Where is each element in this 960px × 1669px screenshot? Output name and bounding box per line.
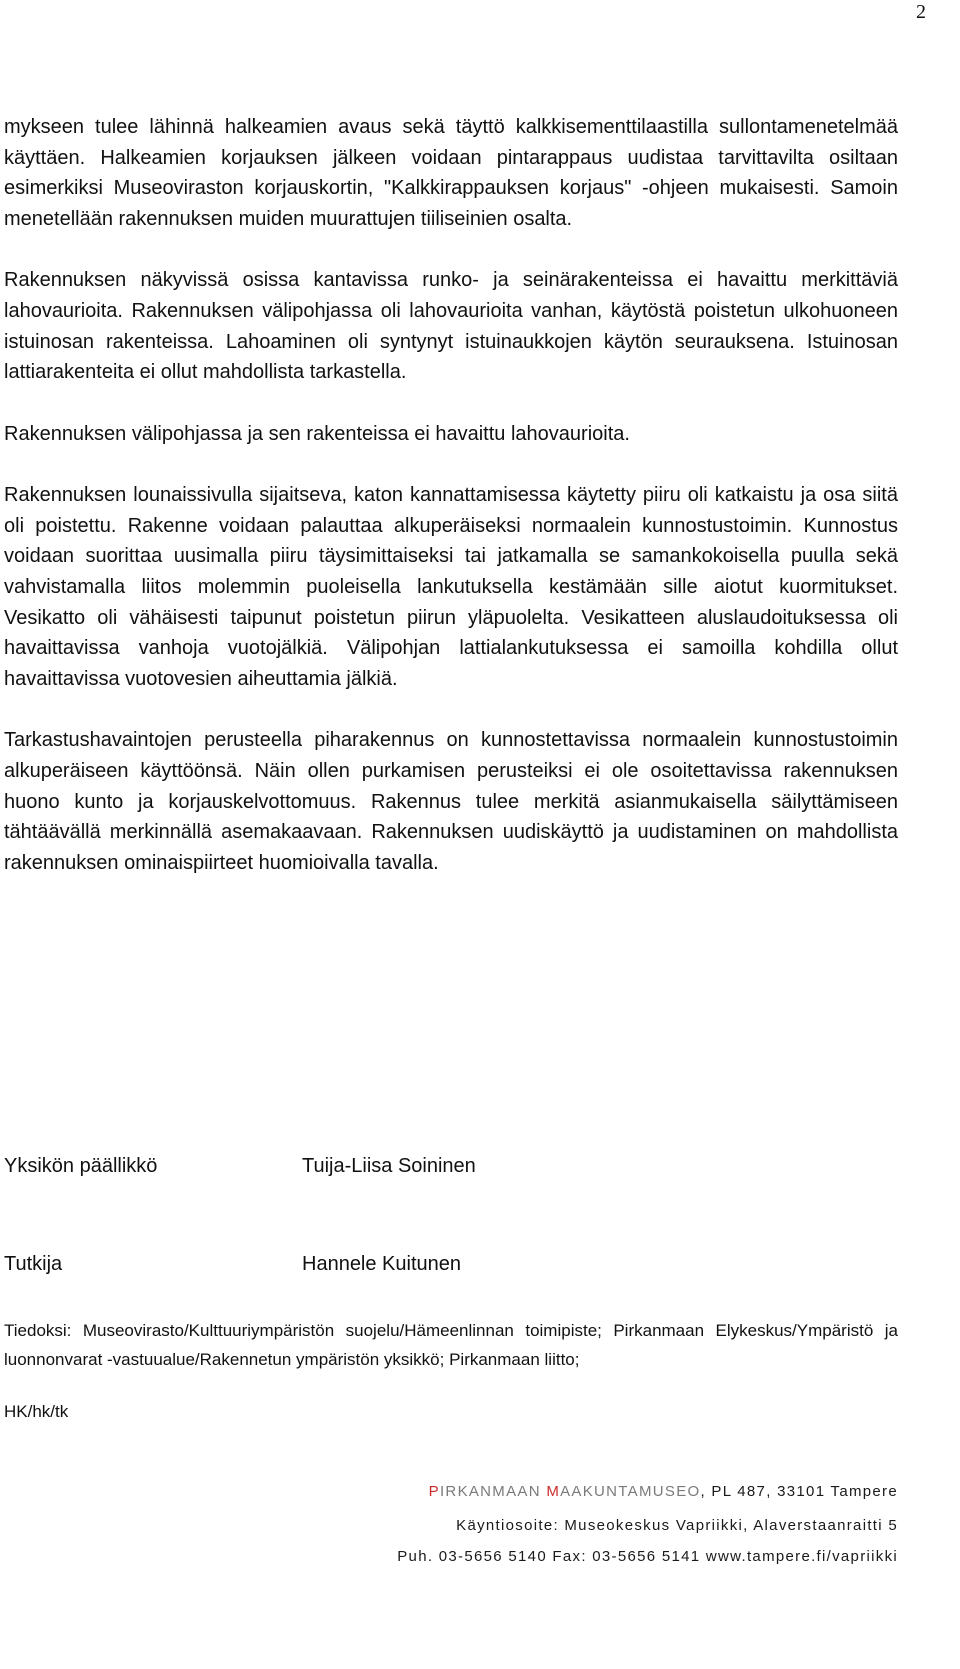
footer-org-line (429, 1482, 898, 1502)
org-initial-m: M (546, 1483, 561, 1500)
distribution-list: Tiedoksi: Museovirasto/Kulttuuriympäristön suojelu/Hämeenlinnan toimipiste; Pirkanmaan Elykeskus/Ympäristö ja luonnonvarat -vastuualue/Rakennetun ympäristön yksikkö; Pirkanmaan liitto; (4, 1321, 898, 1369)
paragraph-valipohja: Rakennuksen välipohjassa ja sen rakenteissa ei havaittu lahovaurioita. (4, 422, 630, 445)
signature-name: Tuija-Liisa Soininen (302, 1155, 476, 1177)
org-name-part: AAKUNTAMUSEO (560, 1483, 701, 1500)
org-name-part: IRKANMAAN (439, 1483, 547, 1500)
footer-visit-address: Käyntiosoite: Museokeskus Vapriikki, Alaverstaanraitti 5 (456, 1517, 898, 1534)
page-number: 2 (916, 1, 926, 23)
report-body (4, 112, 898, 879)
author-initials: HK/hk/tk (4, 1402, 69, 1421)
signature-title: Yksikön päällikkö (4, 1155, 158, 1177)
paragraph-johtopaatos: Tarkastushavaintojen perusteella piharakennus on kunnostettavissa normaalein kunnostustoimin alkuperäiseen käyttöönsä. Näin ollen purkamisen perusteiksi ei ole osoitettavissa rakennuksen huono kunto ja korjauskelvottomuus. Rakennus tulee merkitä asianmukaisella säilyttämiseen tähtäävällä merkinnällä asemakaavaan. Rakennuksen uudiskäyttö ja uudistaminen on mahdollista rakennuksen ominaispiirteet huomioivalla tavalla. (4, 729, 898, 875)
paragraph-rappaus: mykseen tulee lähinnä halkeamien avaus sekä täyttö kalkkisementtilaastilla sullontamenetelmää käyttäen. Halkeamien korjauksen jälkeen voidaan pintarappaus uudistaa tarvittavilta osiltaan esimerkiksi Museoviraston korjauskortin, "Kalkkirappauksen korjaus" -ohjeen mukaisesti. Samoin menetellään rakennuksen muiden muurattujen tiiliseinien osalta. (4, 116, 898, 231)
footer-contact: Puh. 03-5656 5140 Fax: 03-5656 5141 www.tampere.fi/vapriikki (397, 1548, 898, 1565)
signature-name: Hannele Kuitunen (302, 1253, 462, 1275)
footer-address: , PL 487, 33101 Tampere (700, 1483, 898, 1500)
paragraph-piiru: Rakennuksen lounaissivulla sijaitseva, katon kannattamisessa käytetty piiru oli katkaistu ja osa siitä oli poistettu. Rakenne voidaan palauttaa alkuperäiseksi normaalein kunnostustoimin. Kunnostus voidaan suorittaa uusimalla piiru täysimittaiseksi tai jatkamalla se samankokoisella puulla sekä vahvistamalla liitos molemmin puoleisella lankutuksella kestämään sille aiotut kuormitukset. Vesikatto oli vähäisesti taipunut poistetun piirun yläpuolelta. Vesikatteen aluslaudoituksessa oli havaittavissa vanhoja vuotojälkiä. Välipohjan lattialankutuksessa ei samoilla kohdilla ollut havaittavissa vuotovesien aiheuttamia jälkiä. (4, 483, 898, 691)
org-initial-p: P (428, 1483, 440, 1500)
paragraph-runko: Rakennuksen näkyvissä osissa kantavissa runko- ja seinärakenteissa ei havaittu merkittäviä lahovaurioita. Rakennuksen välipohjassa oli lahovaurioita vanhan, käytöstä poistetun ulkohuoneen istuinosan rakenteissa. Lahoaminen oli syntynyt istuinaukkojen käytön seurauksena. Istuinosan lattiarakenteita ei ollut mahdollista tarkastella. (4, 269, 898, 384)
signature-title: Tutkija (4, 1253, 63, 1275)
